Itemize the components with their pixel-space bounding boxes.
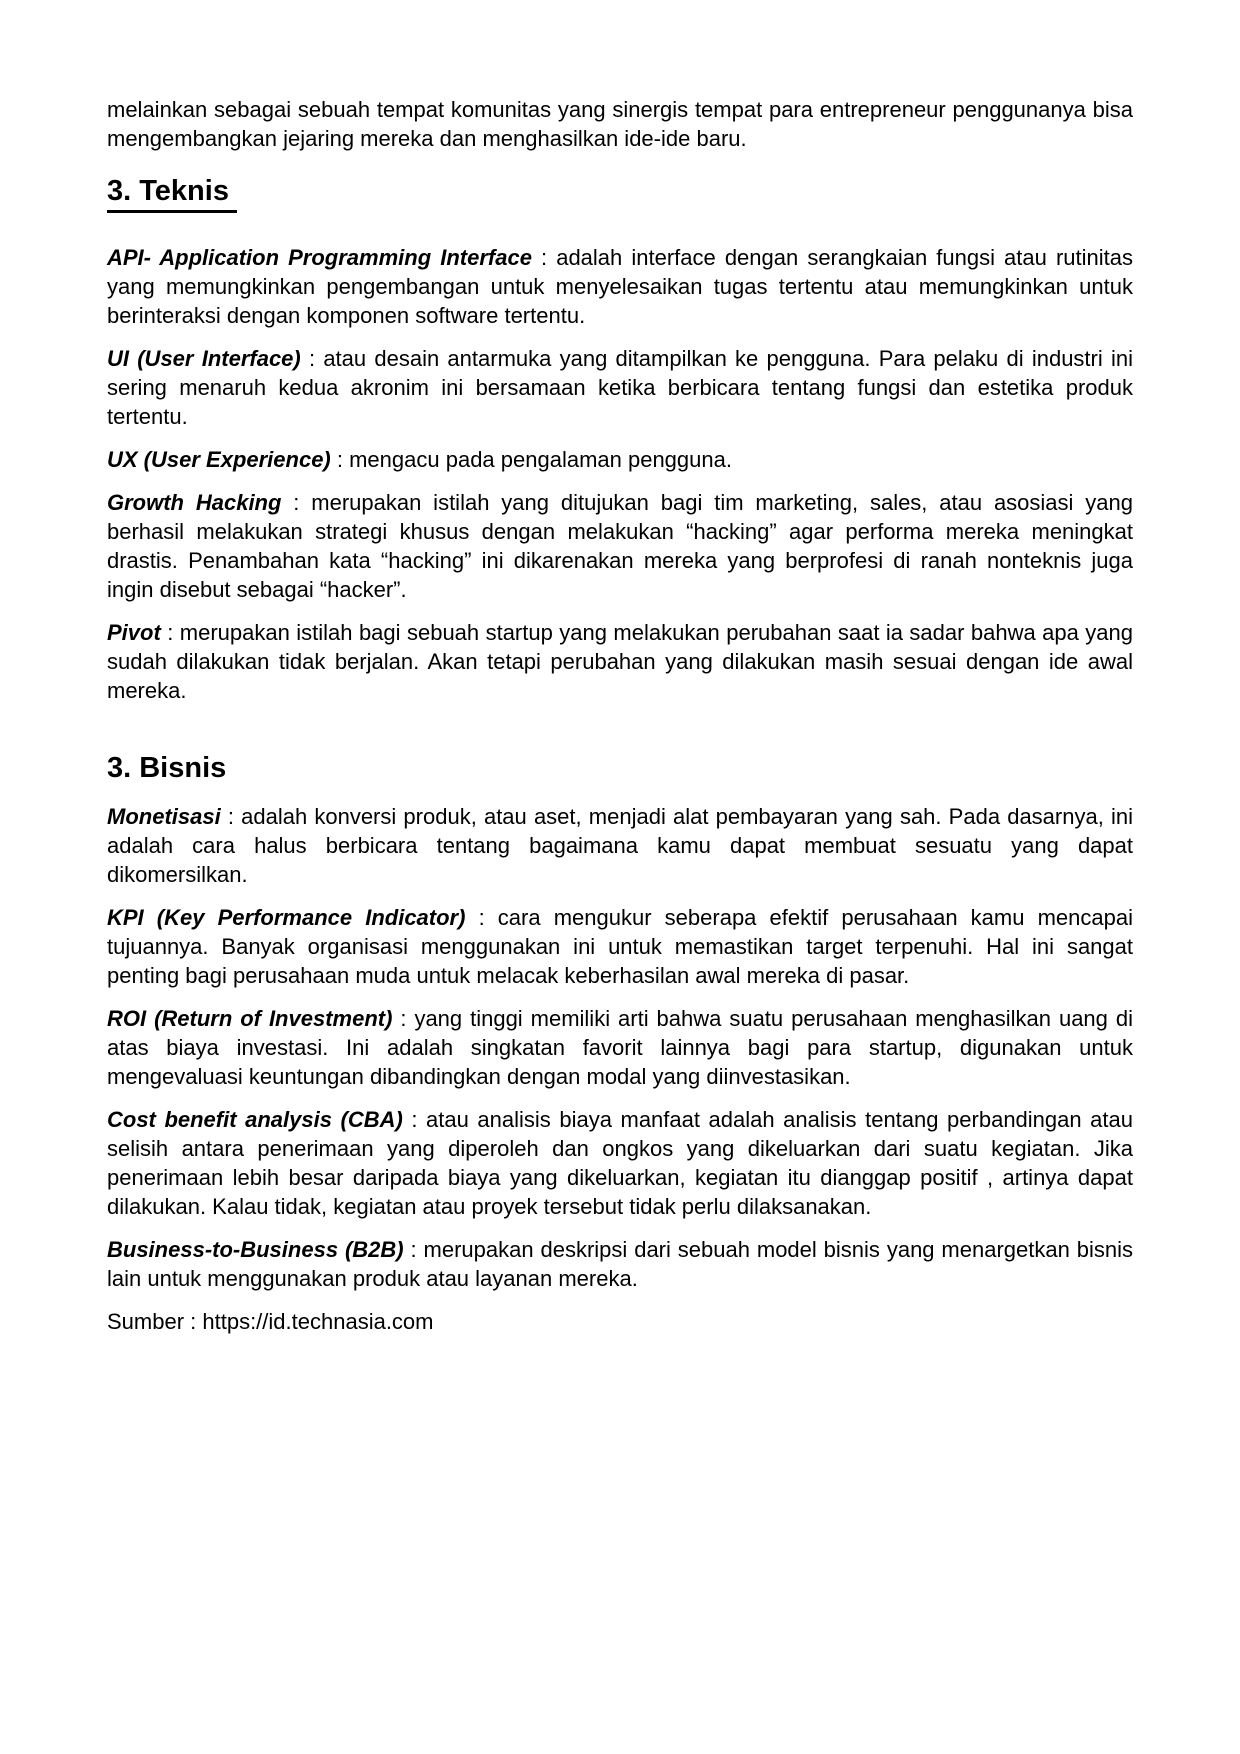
definition-text-kpi: : cara mengukur seberapa efektif perusahaan kamu mencapai tujuannya. Banyak organisasi menggunakan ini untuk memastikan target terpenuhi. Hal ini sangat penting bagi perusahaan muda untuk melacak keberhasilan awal mereka di pasar. [107, 905, 1133, 988]
term-pivot: Pivot [107, 620, 161, 645]
definition-paragraph-ux [107, 445, 1133, 474]
term-ux: UX (User Experience) [107, 447, 331, 472]
definition-paragraph-ui [107, 344, 1133, 431]
definition-paragraph-roi [107, 1004, 1133, 1091]
definition-paragraph-kpi [107, 903, 1133, 990]
definition-text-monetisasi: : adalah konversi produk, atau aset, menjadi alat pembayaran yang sah. Pada dasarnya, ini adalah cara halus berbicara tentang bagaimana kamu dapat membuat sesuatu yang dapat dikomersilkan. [107, 804, 1133, 887]
term-cba: Cost benefit analysis (CBA) [107, 1107, 403, 1132]
definition-text-ui: : atau desain antarmuka yang ditampilkan ke pengguna. Para pelaku di industri ini sering menaruh kedua akronim ini bersamaan ketika berbicara tentang fungsi dan estetika produk tertentu. [107, 346, 1133, 429]
term-monetisasi: Monetisasi [107, 804, 221, 829]
definition-text-growth-hacking: : merupakan istilah yang ditujukan bagi tim marketing, sales, atau asosiasi yang berhasil melakukan strategi khusus dengan melakukan “hacking” agar performa mereka meningkat drastis. Penambahan kata “hacking” ini dikarenakan mereka yang berprofesi di ranah nonteknis juga ingin disebut sebagai “hacker”. [107, 490, 1133, 602]
term-b2b: Business-to-Business (B2B) [107, 1237, 404, 1262]
definition-text-api: : adalah interface dengan serangkaian fungsi atau rutinitas yang memungkinkan pengembangan untuk menyelesaikan tugas tertentu atau memungkinkan untuk berinteraksi dengan komponen software tertentu. [107, 245, 1133, 328]
term-ui: UI (User Interface) [107, 346, 301, 371]
term-api: API- Application Programming Interface [107, 245, 532, 270]
definition-paragraph-growth-hacking [107, 488, 1133, 604]
definition-paragraph-cba [107, 1105, 1133, 1221]
source-line: Sumber : https://id.technasia.com [107, 1309, 434, 1334]
section-heading-bisnis: 3. Bisnis [107, 752, 227, 784]
section-heading-teknis [107, 173, 1133, 213]
section-heading-teknis-text: 3. Teknis [107, 173, 237, 213]
term-roi: ROI (Return of Investment) [107, 1006, 393, 1031]
term-kpi: KPI (Key Performance Indicator) [107, 905, 466, 930]
definition-paragraph-api [107, 243, 1133, 330]
intro-paragraph: melainkan sebagai sebuah tempat komunitas yang sinergis tempat para entrepreneur penggunanya bisa mengembangkan jejaring mereka dan menghasilkan ide-ide baru. [107, 97, 1133, 151]
definition-text-roi: : yang tinggi memiliki arti bahwa suatu perusahaan menghasilkan uang di atas biaya investasi. Ini adalah singkatan favorit lainnya bagi para startup, digunakan untuk mengevaluasi keuntungan dibandingkan dengan modal yang diinvestasikan. [107, 1006, 1133, 1089]
definition-paragraph-b2b [107, 1235, 1133, 1293]
definition-paragraph-pivot [107, 618, 1133, 705]
definition-text-pivot: : merupakan istilah bagi sebuah startup yang melakukan perubahan saat ia sadar bahwa apa yang sudah dilakukan tidak berjalan. Akan tetapi perubahan yang dilakukan masih sesuai dengan ide awal mereka. [107, 620, 1133, 703]
definition-text-b2b: : merupakan deskripsi dari sebuah model bisnis yang menargetkan bisnis lain untuk menggunakan produk atau layanan mereka. [107, 1237, 1133, 1291]
term-growth-hacking: Growth Hacking [107, 490, 282, 515]
definition-paragraph-monetisasi [107, 802, 1133, 889]
definition-text-ux: : mengacu pada pengalaman pengguna. [330, 447, 732, 472]
definition-text-cba: : atau analisis biaya manfaat adalah analisis tentang perbandingan atau selisih antara penerimaan yang diperoleh dan ongkos yang dikeluarkan dari suatu kegiatan. Jika penerimaan lebih besar daripada biaya yang dikeluarkan, kegiatan itu dianggap positif , artinya dapat dilakukan. Kalau tidak, kegiatan atau proyek tersebut tidak perlu dilaksanakan. [107, 1107, 1133, 1219]
